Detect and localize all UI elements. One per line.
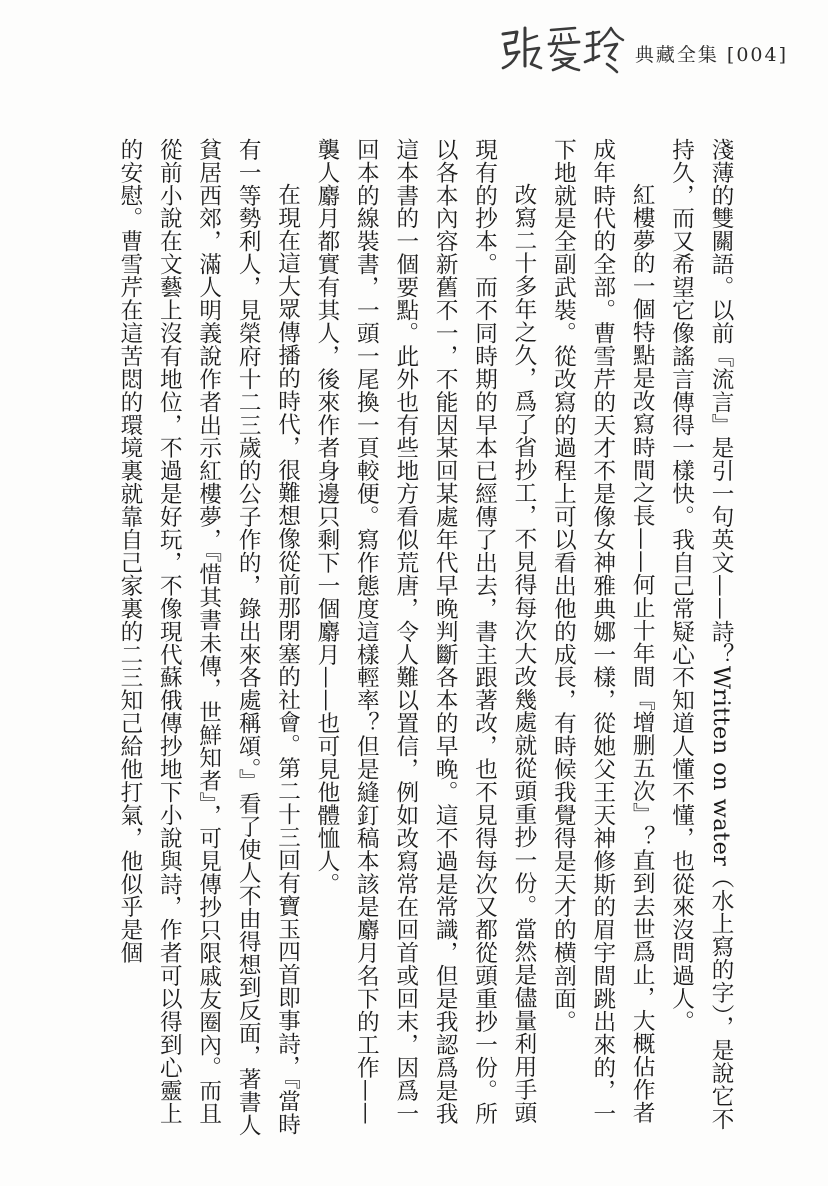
signature-calligraphy-icon: [495, 20, 625, 76]
paragraph-1: 淺薄的雙關語。以前『流言』是引一句英文——詩？Written on water（水上寫的字），是說它不持久，而又希望它像謠言傳得一樣快。我自己常疑心不知道人懂不懂，也從來沒問過人。: [668, 138, 734, 1131]
paragraph-3: 改寫二十多年之久，爲了省抄工，不見得每次大改幾處就從頭重抄一份。當然是儘量利用手頭現有的抄本。而不同時期的早本已經傳了出去，書主跟著改，也不見得每次又都從頭重抄一份。所以各本內容新舊不一，不能因某回某處年代早晚判斷各本的早晚。這不過是常識，但是我認爲是我這本書的一個要點。此外也有些地方看似荒唐，令人難以置信，例如改寫常在回首或回末，因爲一回本的線裝書，一頭一尾換一頁較便。寫作態度這樣輕率？但是縫釘稿本該是麝月名下的工作——襲人麝月都實有其人，後來作者身邊只剩下一個麝月——也可見他體恤人。: [313, 138, 537, 1125]
vertical-body-text: [50, 138, 740, 1138]
paragraph-2: 紅樓夢的一個特點是改寫時間之長——何止十年間『增删五次』？直到去世爲止，大概佔作者成年時代的全部。曹雪芹的天才不是像女神雅典娜一樣，從她父王天神修斯的眉宇間跳出來的，一下地就是全副武裝。從改寫的過程上可以看出他的成長，有時候我覺得是天才的横剖面。: [550, 138, 656, 1125]
paragraph-4: 在現在這大眾傳播的時代，很難想像從前那閉塞的社會。第二十三回有寶玉四首即事詩，『當時有一等勢利人，見榮府十二三歲的公子作的，錄出來各處稱頌。』看了使人不由得想到反面，著書人貧居西郊，滿人明義說作者出示紅樓夢，『惜其書未傳，世鮮知者』，可見傳抄只限戚友圈內。而且從前小說在文藝上沒有地位，不過是好玩，不像現代蘇俄傳抄地下小說與詩，作者可以得到心靈上的安慰。曹雪芹在這苦悶的環境裏就靠自己家裏的二三知己給他打氣，他似乎是個: [116, 138, 301, 1137]
page-header: [495, 18, 788, 78]
series-name: 典藏全集: [634, 43, 719, 66]
book-series-title: [635, 40, 788, 67]
author-signature-logo: [495, 20, 625, 76]
volume-number: [004]: [726, 43, 788, 66]
